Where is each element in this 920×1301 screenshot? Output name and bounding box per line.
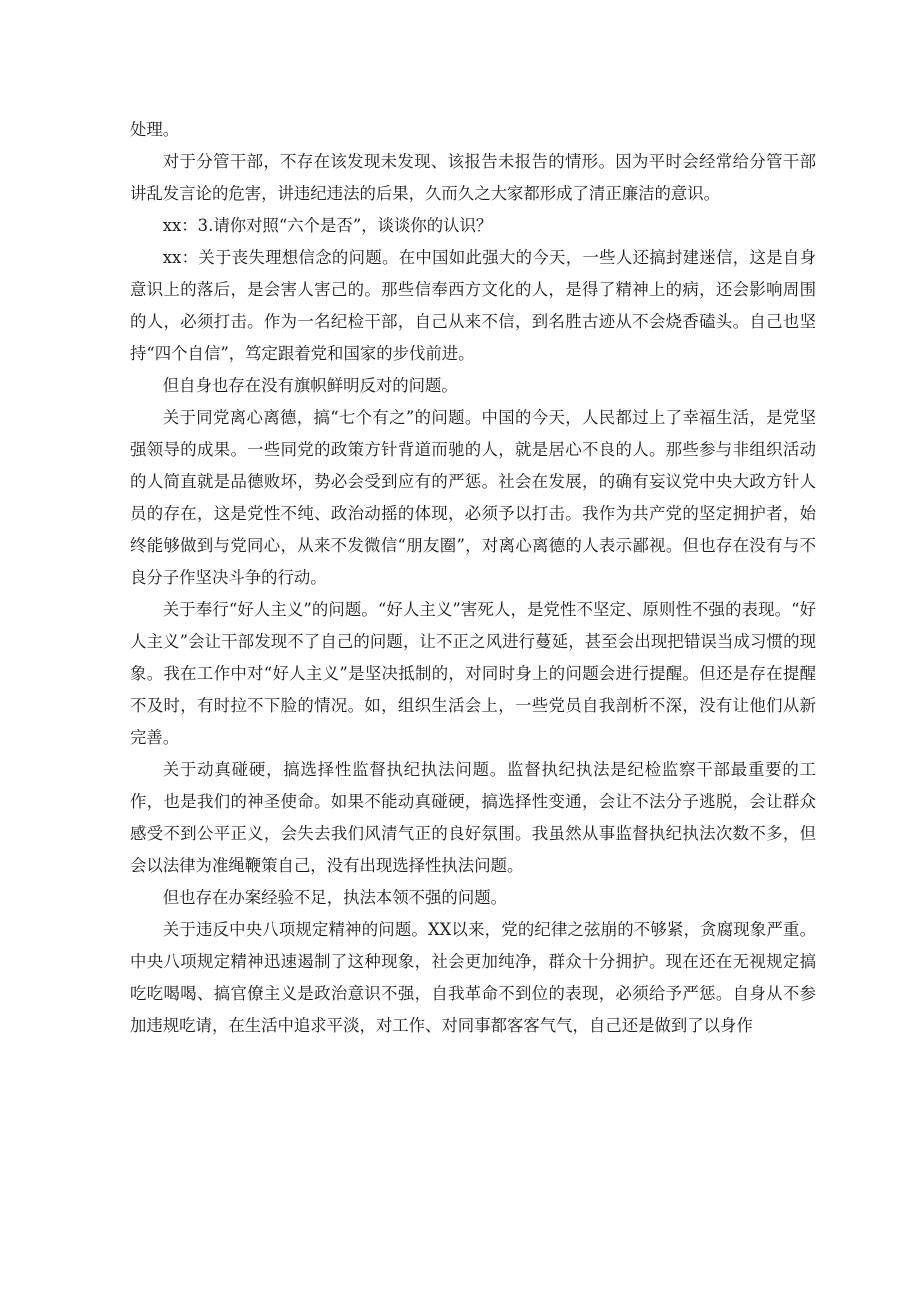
paragraph: 关于动真碰硬，搞选择性监督执纪执法问题。监督执纪执法是纪检监察干部最重要的工作，也是我们的神圣使命。如果不能动真碰硬，搞选择性变通，会让不法分子逃脱，会让群众感受不到公平正义，会失去我们风清气正的良好氛围。我虽然从事监督执纪执法次数不多，但会以法律为准绳鞭策自己，没有出现选择性执法问题。 <box>130 760 816 875</box>
paragraph: 对于分管干部，不存在该发现未发现、该报告未报告的情形。因为平时会经常给分管干部讲乱发言论的危害，讲违纪违法的后果，久而久之大家都形成了清正廉洁的意识。 <box>130 152 816 203</box>
paragraph: 关于违反中央八项规定精神的问题。XX以来，党的纪律之弦崩的不够紧，贪腐现象严重。中央八项规定精神迅速遏制了这种现象，社会更加纯净，群众十分拥护。现在还在无视规定搞吃吃喝喝、搞官僚主义是政治意识不强，自我革命不到位的表现，必须给予严惩。自身从不参加违规吃请，在生活中追求平淡，对工作、对同事都客客气气，自己还是做到了以身作 <box>130 920 816 1035</box>
paragraph: 但自身也存在没有旗帜鲜明反对的问题。 <box>162 376 458 395</box>
paragraph: 关于奉行“好人主义”的问题。“好人主义”害死人，是党性不坚定、原则性不强的表现。“好人主义”会让干部发现不了自己的问题，让不正之风进行蔓延，甚至会出现把错误当成习惯的现象。我在工作中对“好人主义”是坚决抵制的，对同时身上的问题会进行提醒。但还是存在提醒不及时，有时拉不下脸的情况。如，组织生活会上，一些党员自我剖析不深，没有让他们从新完善。 <box>130 600 816 747</box>
answer-paragraph: xx：关于丧失理想信念的问题。在中国如此强大的今天，一些人还搞封建迷信，这是自身意识上的落后，是会害人害己的。那些信奉西方文化的人，是得了精神上的病，还会影响周围的人，必须打击。作为一名纪检干部，自己从来不信，到名胜古迹从不会烧香磕头。自己也坚持“四个自信”，笃定跟着党和国家的步伐前进。 <box>130 248 816 363</box>
paragraph-continuation: 处理。 <box>130 120 180 139</box>
document-body <box>130 114 816 1042</box>
paragraph: 但也存在办案经验不足，执法本领不强的问题。 <box>162 888 507 907</box>
paragraph: 关于同党离心离德，搞“七个有之”的问题。中国的今天，人民都过上了幸福生活，是党坚强领导的成果。一些同党的政策方针背道而驰的人，就是居心不良的人。那些参与非组织活动的人简直就是品德败坏，势必会受到应有的严惩。社会在发展，的确有妄议党中央大政方针人员的存在，这是党性不纯、政治动摇的体现，必须予以打击。我作为共产党的坚定拥护者，始终能够做到与党同心，从来不发微信“朋友圈”，对离心离德的人表示鄙视。但也存在没有与不良分子作坚决斗争的行动。 <box>130 408 816 587</box>
question-paragraph: xx：3.请你对照“六个是否”，谈谈你的认识？ <box>162 216 493 235</box>
